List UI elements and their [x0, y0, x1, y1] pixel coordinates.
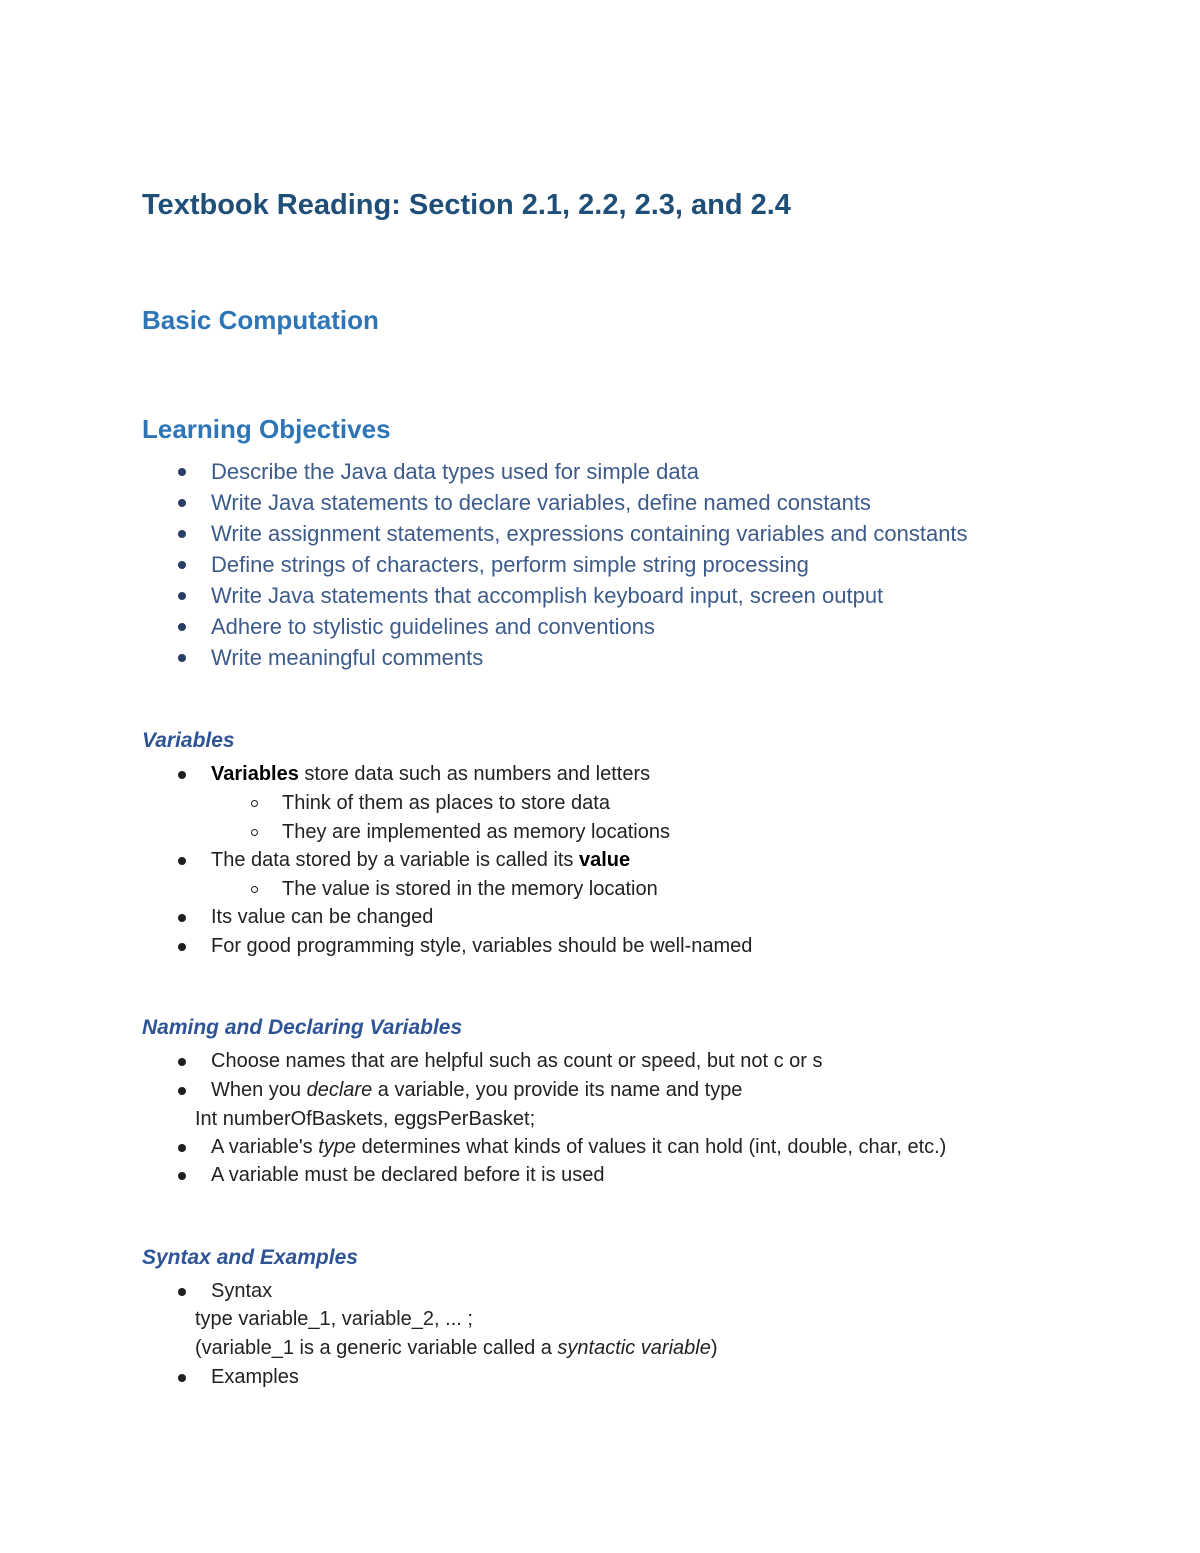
list-item: Write assignment statements, expressions containing variables and constants — [211, 521, 968, 546]
list-item: Its value can be changed — [211, 906, 434, 928]
list-item: A variable must be declared before it is used — [211, 1164, 605, 1186]
bullet-icon — [178, 623, 186, 631]
list-subitem: The value is stored in the memory location — [282, 878, 658, 900]
bullet-icon — [178, 561, 186, 569]
list-item: Write Java statements that accomplish keyboard input, screen output — [211, 583, 884, 608]
code-line: Int numberOfBaskets, eggsPerBasket; — [195, 1108, 536, 1130]
bullet-icon — [178, 1087, 186, 1095]
list-item: Write Java statements to declare variables, define named constants — [211, 490, 871, 515]
syntax-note: (variable_1 is a generic variable called a syntactic variable) — [195, 1337, 718, 1359]
list-subitem: They are implemented as memory locations — [282, 821, 670, 843]
list-item: Adhere to stylistic guidelines and conventions — [211, 614, 655, 639]
bullet-icon — [178, 1374, 186, 1382]
list-item: Define strings of characters, perform simple string processing — [211, 552, 809, 577]
section-subtitle: Basic Computation — [142, 305, 379, 335]
circle-bullet-icon — [251, 829, 258, 836]
term-value: value — [578, 849, 631, 871]
bullet-icon — [178, 1144, 186, 1152]
list-item: A variable's type determines what kinds of values it can hold (int, double, char, etc.) — [211, 1136, 947, 1158]
circle-bullet-icon — [251, 800, 258, 807]
list-item: For good programming style, variables should be well-named — [211, 935, 753, 957]
list-subitem: Think of them as places to store data — [282, 792, 610, 814]
bullet-icon — [178, 468, 186, 476]
bullet-icon — [178, 1288, 186, 1296]
circle-bullet-icon — [251, 886, 258, 893]
bullet-icon — [178, 654, 186, 662]
list-item: Write meaningful comments — [211, 645, 484, 670]
bullet-icon — [178, 771, 186, 779]
bullet-icon — [178, 499, 186, 507]
bullet-icon — [178, 1172, 186, 1180]
list-item: When you declare a variable, you provide its name and type — [211, 1079, 743, 1101]
list-item: Variables store data such as numbers and letters — [211, 763, 651, 785]
bullet-icon — [178, 530, 186, 538]
list-item: The data stored by a variable is called its value — [211, 849, 631, 871]
objectives-heading: Learning Objectives — [142, 414, 391, 444]
bullet-icon — [178, 914, 186, 922]
list-item: Examples — [211, 1366, 299, 1388]
syntax-heading: Syntax and Examples — [142, 1246, 358, 1269]
naming-heading: Naming and Declaring Variables — [142, 1016, 463, 1039]
list-item: Syntax — [211, 1280, 273, 1302]
bullet-icon — [178, 1058, 186, 1066]
bullet-icon — [178, 943, 186, 951]
page-title: Textbook Reading: Section 2.1, 2.2, 2.3, and 2.4 — [142, 189, 791, 221]
list-item: Choose names that are helpful such as count or speed, but not c or s — [211, 1050, 823, 1072]
syntax-line: type variable_1, variable_2, ... ; — [195, 1308, 473, 1330]
bullet-icon — [178, 592, 186, 600]
term-variables: Variables — [211, 763, 299, 785]
variables-heading: Variables — [142, 729, 235, 752]
bullet-icon — [178, 857, 186, 865]
list-item: Describe the Java data types used for simple data — [211, 459, 699, 484]
